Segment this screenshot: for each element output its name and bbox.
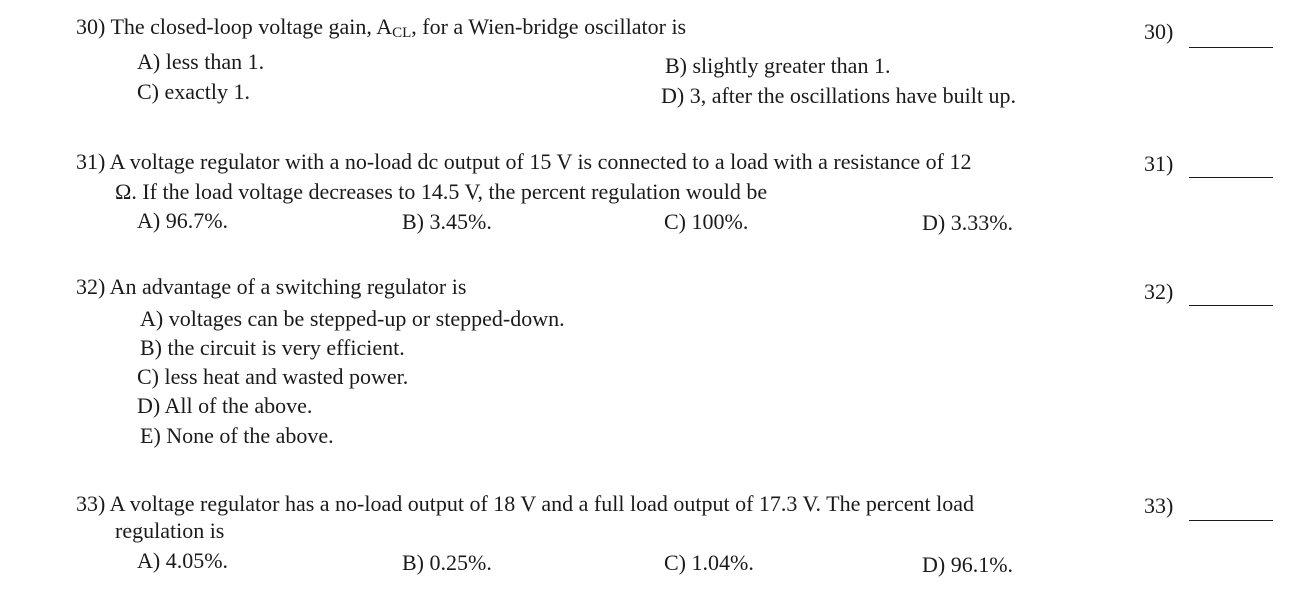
question-30-answer-blank[interactable] [1189,47,1273,48]
question-31-option-b[interactable]: B) 3.45%. [402,209,492,234]
question-30-option-b[interactable]: B) slightly greater than 1. [665,53,891,78]
question-31-option-c[interactable]: C) 100%. [664,209,749,234]
question-31-answer-label: 31) [1144,151,1174,176]
question-32-option-b[interactable]: B) the circuit is very efficient. [140,335,405,360]
question-32-option-d[interactable]: D) All of the above. [137,393,313,418]
question-32-option-a[interactable]: A) voltages can be stepped-up or stepped-down. [140,306,565,331]
question-30-answer-label: 30) [1144,19,1174,44]
question-33-option-d[interactable]: D) 96.1%. [922,552,1014,577]
question-32-number: 32) [76,274,106,299]
question-30-option-a[interactable]: A) less than 1. [137,49,265,74]
question-33-number: 33) [76,491,106,516]
question-32-stem: 32) An advantage of a switching regulator is [76,274,467,299]
question-33-answer-label: 33) [1144,493,1174,518]
question-32-option-c[interactable]: C) less heat and wasted power. [137,364,409,389]
question-31-number: 31) [76,149,106,174]
question-33-stem-line1: 33) A voltage regulator has a no-load output of 18 V and a full load output of 17.3 V. The percent load [76,491,974,516]
question-33-answer-blank[interactable] [1189,520,1273,521]
question-30-stem-subscript: CL [392,25,412,41]
question-33-option-b[interactable]: B) 0.25%. [402,550,492,575]
question-30-option-c[interactable]: C) exactly 1. [137,79,251,104]
question-33-option-a[interactable]: A) 4.05%. [137,548,229,573]
question-32-answer-label: 32) [1144,279,1174,304]
question-31-option-d[interactable]: D) 3.33%. [922,210,1014,235]
question-33-stem-line2: regulation is [115,518,225,543]
question-31-answer-blank[interactable] [1189,177,1273,178]
question-31-stem-line1: 31) A voltage regulator with a no-load dc output of 15 V is connected to a load with a resistance of 12 [76,149,972,174]
question-32-answer-blank[interactable] [1189,305,1273,306]
question-30-stem-part2: , for a Wien-bridge oscillator is [411,14,687,39]
question-31-stem-line2: Ω. If the load voltage decreases to 14.5 V, the percent regulation would be [115,179,768,204]
question-30-stem [76,16,686,41]
question-30-option-d[interactable]: D) 3, after the oscillations have built up. [661,83,1016,108]
question-30-stem-part1: The closed-loop voltage gain, A [110,14,393,39]
question-32-option-e[interactable]: E) None of the above. [140,423,334,448]
question-33-option-c[interactable]: C) 1.04%. [664,550,754,575]
question-30-number: 30) [76,14,106,39]
question-31-option-a[interactable]: A) 96.7%. [137,208,229,233]
